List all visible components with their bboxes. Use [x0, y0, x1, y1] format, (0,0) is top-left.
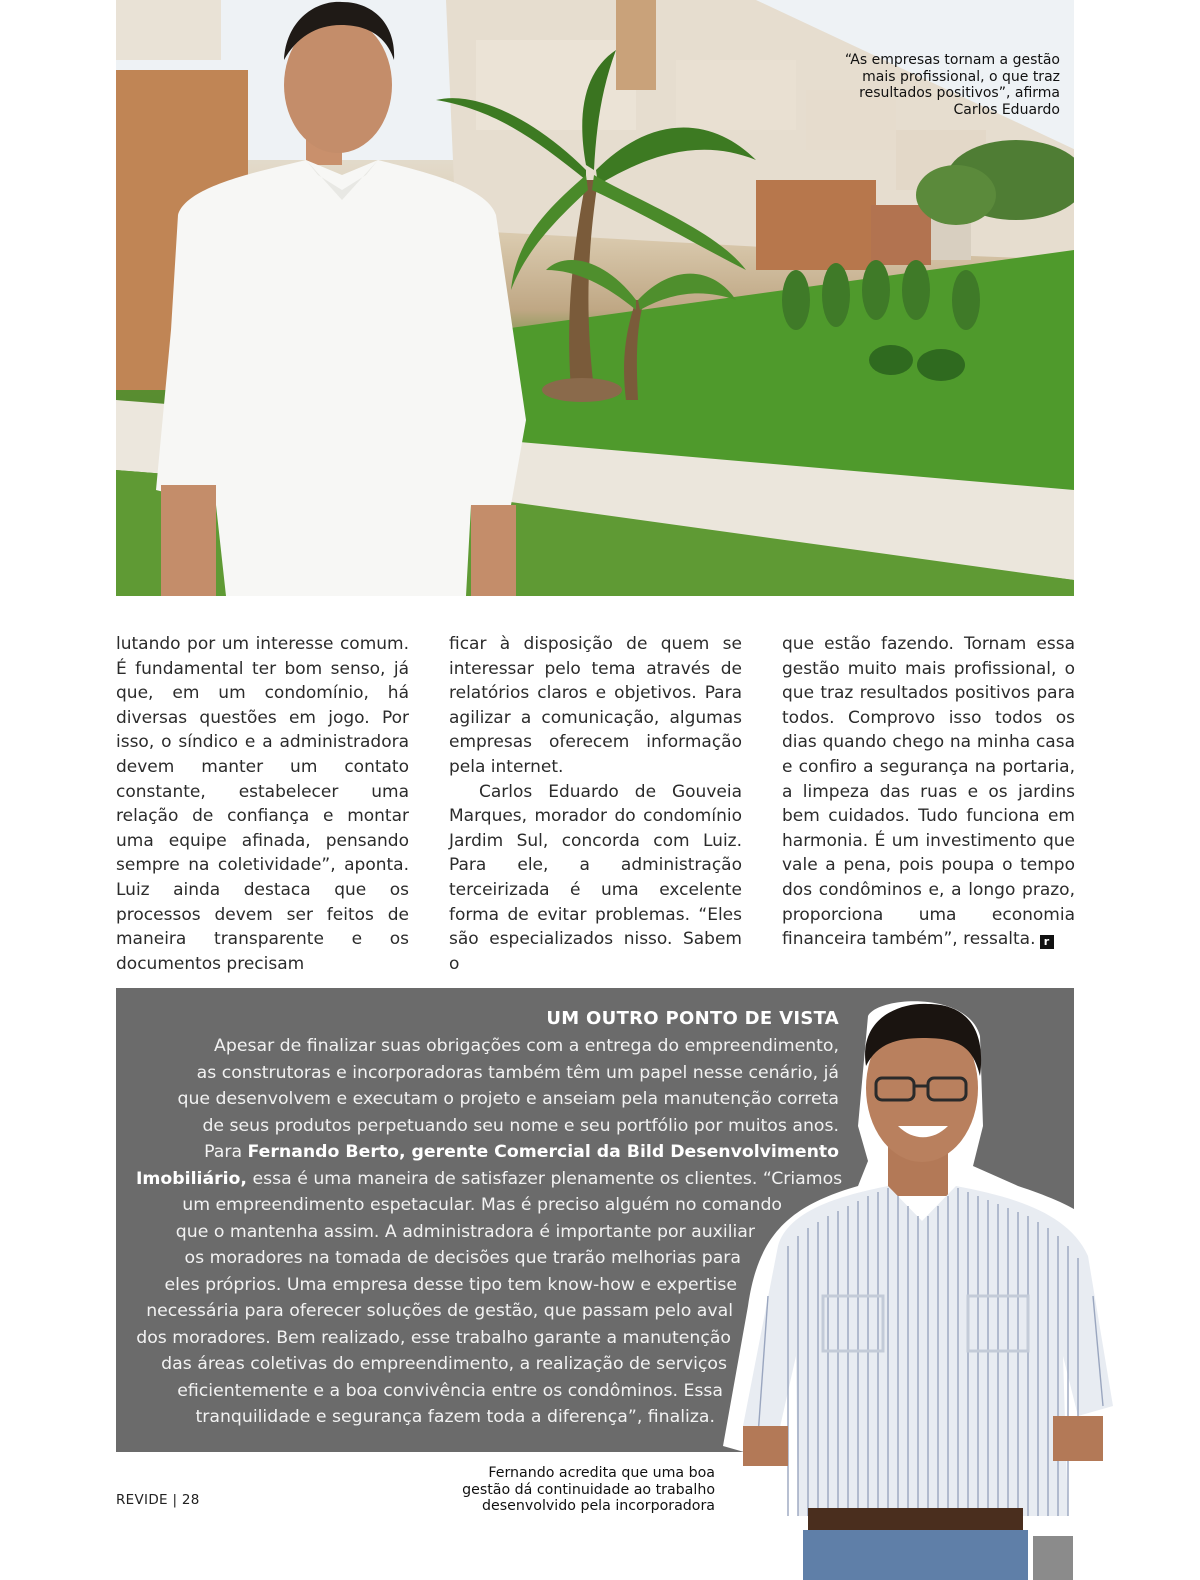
- box-line: um empreendimento espetacular. Mas é preciso alguém no comando: [182, 1195, 782, 1215]
- body-column-2: [449, 632, 742, 976]
- box-title: UM OUTRO PONTO DE VISTA: [546, 1008, 839, 1029]
- box-line: os moradores na tomada de decisões que trarão melhorias para: [184, 1248, 741, 1268]
- box-line: Apesar de finalizar suas obrigações com a entrega do empreendimento,: [214, 1036, 839, 1056]
- box-line: que o mantenha assim. A administradora é importante por auxiliar: [175, 1221, 755, 1242]
- caption-line: mais profissional, o que traz: [862, 68, 1060, 85]
- end-of-article-mark: r: [1040, 935, 1054, 949]
- box-line: eles próprios. Uma empresa desse tipo tem know-how e expertise: [164, 1274, 737, 1295]
- paragraph: Carlos Eduardo de Gouveia Marques, morador do condomínio Jardim Sul, concorda com Luiz. Para ele, a administração terceirizada é uma excelente forma de evitar problemas. “Eles são especializados nisso. Sabem o: [449, 781, 742, 974]
- paragraph: ficar à disposição de quem se interessar pelo tema através de relatórios claros e objetivos. Para agilizar a comunicação, algumas empresas oferecem informação pela internet.: [449, 634, 742, 777]
- caption-line: desenvolvido pela incorporadora: [482, 1498, 715, 1514]
- box-bold-name: Fernando Berto, gerente Comercial da Bild Desenvolvimento: [247, 1142, 839, 1162]
- bottom-photo-caption: [430, 1465, 715, 1515]
- box-line: tranquilidade e segurança fazem toda a diferença”, finaliza.: [195, 1407, 715, 1427]
- caption-line: “As empresas tornam a gestão: [844, 52, 1060, 68]
- paragraph-text: que estão fazendo. Tornam essa gestão muito mais profissional, o que traz resultados positivos para todos. Comprovo isso todos os dias quando chego na minha casa e confiro a segurança na portaria, a limpeza das ruas e os jardins bem cuidados. Tudo funciona em harmonia. É um investimento que vale a pena, pois poupa o tempo dos condôminos e, a longo prazo, proporciona uma economia financeira também”, ressalta.: [782, 634, 1075, 950]
- body-column-1: [116, 632, 409, 976]
- box-line: dos moradores. Bem realizado, esse trabalho garante a manutenção: [136, 1327, 731, 1348]
- caption-line: resultados positivos”, afirma: [859, 85, 1060, 101]
- page-folio: [116, 1492, 200, 1508]
- body-column-3: [782, 632, 1075, 952]
- caption-line: Fernando acredita que uma boa: [488, 1465, 715, 1481]
- caption-line: Carlos Eduardo: [953, 101, 1060, 118]
- box-text-segment: Para: [204, 1142, 248, 1162]
- box-line: que desenvolvem e executam o projeto e anseiam pela manutenção correta: [177, 1089, 839, 1109]
- man-striped-shirt: [718, 996, 1158, 1580]
- top-photo: [116, 0, 1074, 596]
- box-text-segment: essa é uma maneira de satisfazer plenamente os clientes. “Criamos: [247, 1168, 843, 1189]
- box-line: eficientemente e a boa convivência entre os condôminos. Essa: [177, 1380, 723, 1401]
- box-line: de seus produtos perpetuando seu nome e seu portfólio por muitos anos.: [202, 1115, 839, 1136]
- box-line: das áreas coletivas do empreendimento, a realização de serviços: [161, 1354, 727, 1374]
- paragraph: lutando por um interesse comum. É fundamental ter bom senso, já que, em um condomínio, há diversas questões em jogo. Por isso, o síndico e a administradora devem manter um contato constante, estabelecer uma relação de confiança e montar uma equipe afinada, pensando sempre na coletividade”, aponta. Luiz ainda destaca que os processos devem ser feitos de maneira transparente e os documentos precisam: [116, 634, 409, 974]
- page-number: 28: [181, 1492, 200, 1508]
- magazine-name: REVIDE: [116, 1492, 168, 1508]
- caption-line: gestão dá continuidade ao trabalho: [462, 1481, 715, 1498]
- box-bold-name: Imobiliário,: [136, 1168, 247, 1189]
- box-line: as construtoras e incorporadoras também têm um papel nesse cenário, já: [196, 1062, 839, 1083]
- folio-separator: |: [172, 1492, 178, 1508]
- box-line: necessária para oferecer soluções de gestão, que passam pelo aval: [146, 1301, 733, 1321]
- top-photo-caption: [800, 52, 1060, 118]
- paragraph: [782, 632, 1075, 952]
